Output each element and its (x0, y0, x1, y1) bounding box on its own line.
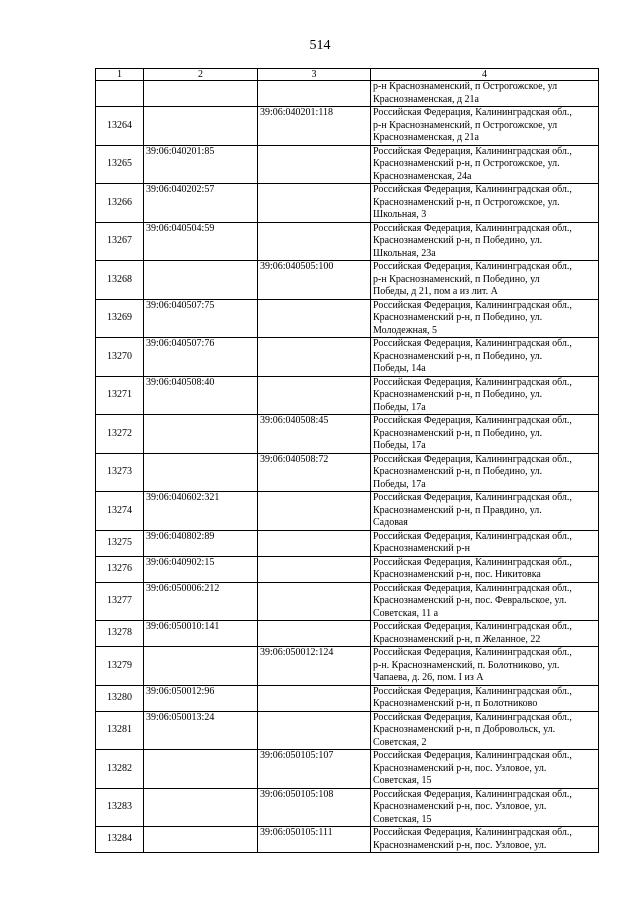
cadastral-number-cell (144, 81, 258, 107)
cadastral-number-cell (258, 222, 371, 261)
address-cell: Российская Федерация, Калининградская обл., Краснознаменский р-н, п Правдино, ул. Садовая (371, 492, 599, 531)
row-number-cell: 13270 (96, 338, 144, 377)
row-number-cell: 13271 (96, 376, 144, 415)
cadastral-number-cell (258, 685, 371, 711)
row-number-cell: 13264 (96, 107, 144, 146)
cadastral-number-cell (258, 338, 371, 377)
cadastral-number-cell (144, 261, 258, 300)
table-row (96, 582, 599, 621)
table-row (96, 415, 599, 454)
cadastral-number-cell (258, 621, 371, 647)
address-cell: Российская Федерация, Калининградская обл., Краснознаменский р-н, п Победино, ул. Победы, 17а (371, 376, 599, 415)
cadastral-number-cell: 39:06:040508:45 (258, 415, 371, 454)
cadastral-number-cell (258, 299, 371, 338)
address-cell: р-н Краснознаменский, п Острогожское, ул Краснознаменская, д 21а (371, 81, 599, 107)
cadastral-number-cell (144, 788, 258, 827)
cadastral-number-cell: 39:06:040802:89 (144, 530, 258, 556)
row-number-cell: 13274 (96, 492, 144, 531)
row-number-cell: 13272 (96, 415, 144, 454)
row-number-cell: 13276 (96, 556, 144, 582)
row-number-cell: 13278 (96, 621, 144, 647)
row-number-cell: 13265 (96, 145, 144, 184)
row-number-cell: 13273 (96, 453, 144, 492)
row-number-cell: 13266 (96, 184, 144, 223)
continuation-row (96, 81, 599, 107)
cadastral-number-cell (144, 107, 258, 146)
cadastral-number-cell: 39:06:050013:24 (144, 711, 258, 750)
column-header-4: 4 (371, 69, 599, 81)
table-row (96, 750, 599, 789)
cadastral-number-cell: 39:06:040505:100 (258, 261, 371, 300)
cadastral-number-cell: 39:06:050105:108 (258, 788, 371, 827)
table-row (96, 685, 599, 711)
cadastral-number-cell (144, 453, 258, 492)
cadastral-number-cell: 39:06:040508:40 (144, 376, 258, 415)
table-row (96, 492, 599, 531)
table-row (96, 184, 599, 223)
row-number-cell (96, 81, 144, 107)
row-number-cell: 13269 (96, 299, 144, 338)
cadastral-number-cell (258, 556, 371, 582)
address-cell: Российская Федерация, Калининградская обл., Краснознаменский р-н, п Острогожское, ул. Краснознаменская, 24а (371, 145, 599, 184)
row-number-cell: 13267 (96, 222, 144, 261)
cadastral-number-cell: 39:06:050105:111 (258, 827, 371, 853)
cadastral-number-cell (144, 647, 258, 686)
cadastral-number-cell (144, 827, 258, 853)
table-row (96, 145, 599, 184)
cadastral-number-cell: 39:06:040902:15 (144, 556, 258, 582)
address-cell: Российская Федерация, Калининградская обл., Краснознаменский р-н, п Победино, ул. Победы, 17а (371, 415, 599, 454)
table-row (96, 711, 599, 750)
column-header-3: 3 (258, 69, 371, 81)
address-cell: Российская Федерация, Калининградская обл., Краснознаменский р-н, пос. Узловое, ул. (371, 827, 599, 853)
table-row (96, 338, 599, 377)
address-cell: Российская Федерация, Калининградская обл., Краснознаменский р-н, п Острогожское, ул. Школьная, 3 (371, 184, 599, 223)
table-row (96, 107, 599, 146)
cadastral-number-cell: 39:06:040507:76 (144, 338, 258, 377)
table-row (96, 556, 599, 582)
address-cell: Российская Федерация, Калининградская обл., р-н. Краснознаменский, п. Болотниково, ул. Чапаева, д. 26, пом. I из А (371, 647, 599, 686)
cadastral-number-cell: 39:06:040508:72 (258, 453, 371, 492)
table-row (96, 299, 599, 338)
row-number-cell: 13279 (96, 647, 144, 686)
address-cell: Российская Федерация, Калининградская обл., р-н Краснознаменский, п Острогожское, ул Краснознаменская, д 21а (371, 107, 599, 146)
address-cell: Российская Федерация, Калининградская обл., Краснознаменский р-н, п Добровольск, ул. Советская, 2 (371, 711, 599, 750)
cadastral-number-cell: 39:06:040504:59 (144, 222, 258, 261)
column-header-2: 2 (144, 69, 258, 81)
cadastral-number-cell: 39:06:040602:321 (144, 492, 258, 531)
header-row (96, 69, 599, 81)
address-cell: Российская Федерация, Калининградская обл., Краснознаменский р-н, п Победино, ул. Победы, 14а (371, 338, 599, 377)
cadastral-number-cell: 39:06:050010:141 (144, 621, 258, 647)
cadastral-number-cell (258, 530, 371, 556)
cadastral-number-cell: 39:06:050012:124 (258, 647, 371, 686)
table-row (96, 376, 599, 415)
address-cell: Российская Федерация, Калининградская обл., Краснознаменский р-н (371, 530, 599, 556)
cadastral-number-cell: 39:06:050105:107 (258, 750, 371, 789)
address-cell: Российская Федерация, Калининградская обл., Краснознаменский р-н, п Желанное, 22 (371, 621, 599, 647)
address-cell: Российская Федерация, Калининградская обл., Краснознаменский р-н, п Болотниково (371, 685, 599, 711)
row-number-cell: 13280 (96, 685, 144, 711)
cadastral-number-cell: 39:06:050012:96 (144, 685, 258, 711)
cadastral-number-cell (258, 492, 371, 531)
registry-table (95, 68, 599, 853)
cadastral-number-cell (258, 376, 371, 415)
table-row (96, 453, 599, 492)
address-cell: Российская Федерация, Калининградская обл., Краснознаменский р-н, пос. Узловое, ул. Советская, 15 (371, 750, 599, 789)
cadastral-number-cell (144, 415, 258, 454)
cadastral-number-cell (144, 750, 258, 789)
address-cell: Российская Федерация, Калининградская обл., Краснознаменский р-н, п Победино, ул. Победы, 17а (371, 453, 599, 492)
table-row (96, 788, 599, 827)
cadastral-number-cell (258, 711, 371, 750)
address-cell: Российская Федерация, Калининградская обл., р-н Краснознаменский, п Победино, ул Победы, д 21, пом а из лит. А (371, 261, 599, 300)
address-cell: Российская Федерация, Калининградская обл., Краснознаменский р-н, пос. Никитовка (371, 556, 599, 582)
row-number-cell: 13282 (96, 750, 144, 789)
row-number-cell: 13281 (96, 711, 144, 750)
table-row (96, 530, 599, 556)
address-cell: Российская Федерация, Калининградская обл., Краснознаменский р-н, п Победино, ул. Школьная, 23а (371, 222, 599, 261)
cadastral-number-cell (258, 145, 371, 184)
table-row (96, 647, 599, 686)
address-cell: Российская Федерация, Калининградская обл., Краснознаменский р-н, пос. Узловое, ул. Советская, 15 (371, 788, 599, 827)
page-number: 514 (309, 38, 331, 53)
table-row (96, 827, 599, 853)
row-number-cell: 13284 (96, 827, 144, 853)
cadastral-number-cell: 39:06:040202:57 (144, 184, 258, 223)
row-number-cell: 13268 (96, 261, 144, 300)
address-cell: Российская Федерация, Калининградская обл., Краснознаменский р-н, пос. Февральское, ул. Советская, 11 а (371, 582, 599, 621)
row-number-cell: 13283 (96, 788, 144, 827)
table-row (96, 261, 599, 300)
cadastral-number-cell (258, 81, 371, 107)
cadastral-number-cell: 39:06:050006:212 (144, 582, 258, 621)
cadastral-number-cell: 39:06:040201:85 (144, 145, 258, 184)
cadastral-number-cell: 39:06:040507:75 (144, 299, 258, 338)
table-row (96, 621, 599, 647)
column-header-1: 1 (96, 69, 144, 81)
row-number-cell: 13275 (96, 530, 144, 556)
row-number-cell: 13277 (96, 582, 144, 621)
table-row (96, 222, 599, 261)
cadastral-number-cell (258, 184, 371, 223)
cadastral-number-cell: 39:06:040201:118 (258, 107, 371, 146)
address-cell: Российская Федерация, Калининградская обл., Краснознаменский р-н, п Победино, ул. Молодежная, 5 (371, 299, 599, 338)
cadastral-number-cell (258, 582, 371, 621)
